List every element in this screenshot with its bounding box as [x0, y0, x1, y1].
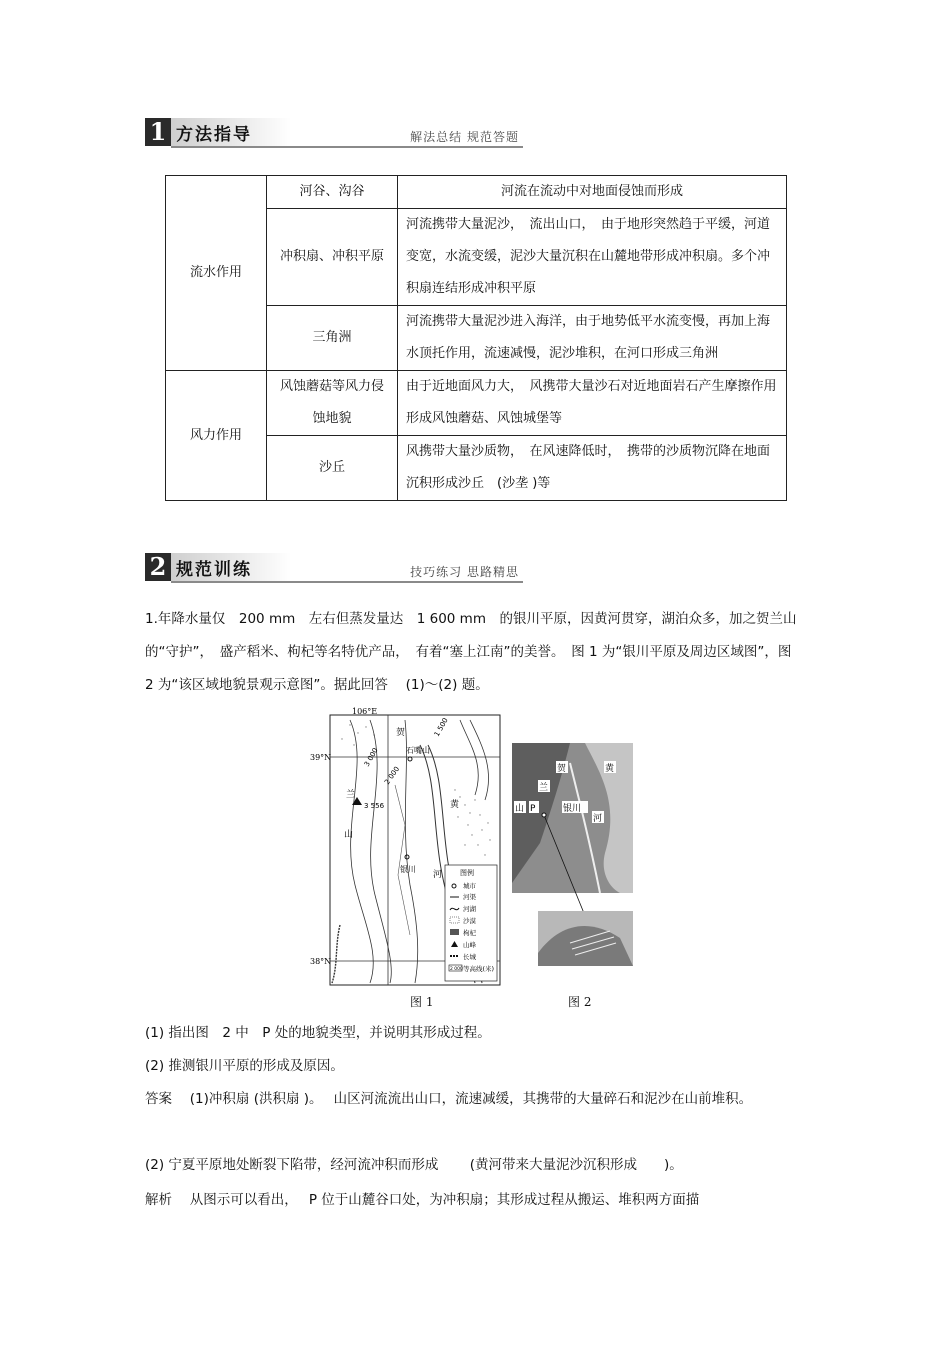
map-label: 3 000	[362, 746, 380, 768]
legend-item: 河渠	[463, 893, 476, 901]
legend-contour-value: 2 000	[450, 967, 463, 972]
map-label: 1 500	[432, 716, 450, 738]
description-cell: 风携带大量沙质物， 在风速降低时， 携带的沙质物沉降在地面沉积形成沙丘 (沙垄 )等	[398, 436, 787, 501]
category-cell: 风力作用	[166, 371, 267, 501]
map-label: 兰	[539, 783, 549, 793]
section-number: 2	[145, 553, 171, 581]
legend-item: 等高线(米)	[463, 965, 495, 973]
legend-item: 河湖	[463, 905, 476, 913]
description-cell: 河流在流动中对地面侵蚀而形成	[398, 176, 787, 209]
section-title: 方法指导	[176, 125, 252, 145]
section-title: 规范训练	[176, 560, 252, 580]
figure1-map	[310, 705, 510, 995]
legend-item: 城市	[463, 882, 476, 890]
figure2-landscape	[510, 743, 635, 973]
analysis: 解析 从图示可以看出， P 位于山麓谷口处，为冲积扇；其形成过程从搬运、堆积两方面描	[145, 1192, 700, 1208]
map-label: 河	[433, 870, 443, 880]
legend-item: 山峰	[463, 941, 476, 949]
map-label: 银川	[563, 804, 582, 814]
answer-1: 答案 (1)冲积扇 (洪积扇 )。 山区河流流出山口，流速减缓，其携带的大量碎石和泥沙在山前堆积。	[145, 1091, 753, 1107]
landform-cell: 风蚀蘑菇等风力侵蚀地貌	[267, 371, 398, 436]
landform-cell: 河谷、沟谷	[267, 176, 398, 209]
answer-2: (2) 宁夏平原地处断裂下陷带，经河流冲积而形成 (黄河带来大量泥沙沉积形成 )。	[145, 1157, 683, 1173]
wolfberry-icon	[450, 929, 459, 935]
header-rule	[171, 581, 523, 583]
map-label: 2 000	[383, 765, 402, 787]
landform-table	[165, 175, 787, 501]
sub-question-1: (1) 指出图 2 中 P 处的地貌类型，并说明其形成过程。	[145, 1025, 491, 1041]
latitude-label: 38°N	[310, 957, 332, 966]
legend-item: 沙漠	[463, 917, 476, 925]
description-cell: 由于近地面风力大， 风携带大量沙石对近地面岩石产生摩擦作用形成风蚀蘑菇、风蚀城堡等	[398, 371, 787, 436]
category-cell: 流水作用	[166, 176, 267, 371]
map-label: 山	[515, 804, 525, 814]
landform-cell: 冲积扇、冲积平原	[267, 209, 398, 306]
landform-cell: 沙丘	[267, 436, 398, 501]
map-label: 兰	[346, 790, 356, 800]
section-subtitle: 解法总结 规范答题	[410, 130, 519, 144]
landform-cell: 三角洲	[267, 306, 398, 371]
map-label: 黄	[605, 764, 615, 774]
figure2-caption: 图 2	[568, 995, 592, 1009]
map-label: 银川	[400, 865, 416, 874]
table-row	[166, 371, 787, 436]
section-header-training	[145, 553, 523, 583]
map-label: 贺	[557, 764, 567, 774]
map-label: 黄	[450, 800, 460, 810]
legend-title: 图例	[460, 869, 474, 877]
map-label: 石嘴山	[406, 746, 430, 755]
sub-question-2: (2) 推测银川平原的形成及原因。	[145, 1058, 344, 1074]
section-header-method	[145, 118, 523, 148]
legend-item: 枸杞	[463, 929, 476, 937]
figure1-caption: 图 1	[410, 995, 434, 1009]
latitude-label: 39°N	[310, 753, 332, 762]
legend-item: 长城	[463, 953, 476, 961]
point-p-marker	[542, 813, 546, 817]
figure-area	[310, 705, 640, 1010]
section-subtitle: 技巧练习 思路精思	[410, 565, 519, 579]
question-stem: 1.年降水量仅 200 mm 左右但蒸发量达 1 600 mm 的银川平原，因黄河贯穿，湖泊众多，加之贺兰山的“守护”， 盛产稻米、枸杞等名特优产品， 有着“塞上江南”的美誉。 图 1 为“银川平原及周边区域图”，图 2 为“该区域地貌景观示意图”。据此回答 (1)～(2) 题。	[145, 611, 810, 693]
map-label: P	[530, 804, 536, 814]
map-label: 河	[593, 814, 603, 824]
description-cell: 河流携带大量泥沙进入海洋，由于地势低平水流变慢，再加上海水顶托作用，流速减慢，泥沙堆积，在河口形成三角洲	[398, 306, 787, 371]
map-label: 贺	[396, 728, 406, 738]
map-label: 山	[344, 830, 354, 840]
table-row	[166, 176, 787, 209]
map-label: 3 556	[364, 802, 385, 810]
longitude-label: 106°E	[352, 707, 378, 716]
description-cell: 河流携带大量泥沙， 流出山口， 由于地形突然趋于平缓，河道变宽，水流变缓，泥沙大量沉积在山麓地带形成冲积扇。多个冲积扇连结形成冲积平原	[398, 209, 787, 306]
header-rule	[171, 146, 523, 148]
section-number: 1	[145, 118, 171, 146]
